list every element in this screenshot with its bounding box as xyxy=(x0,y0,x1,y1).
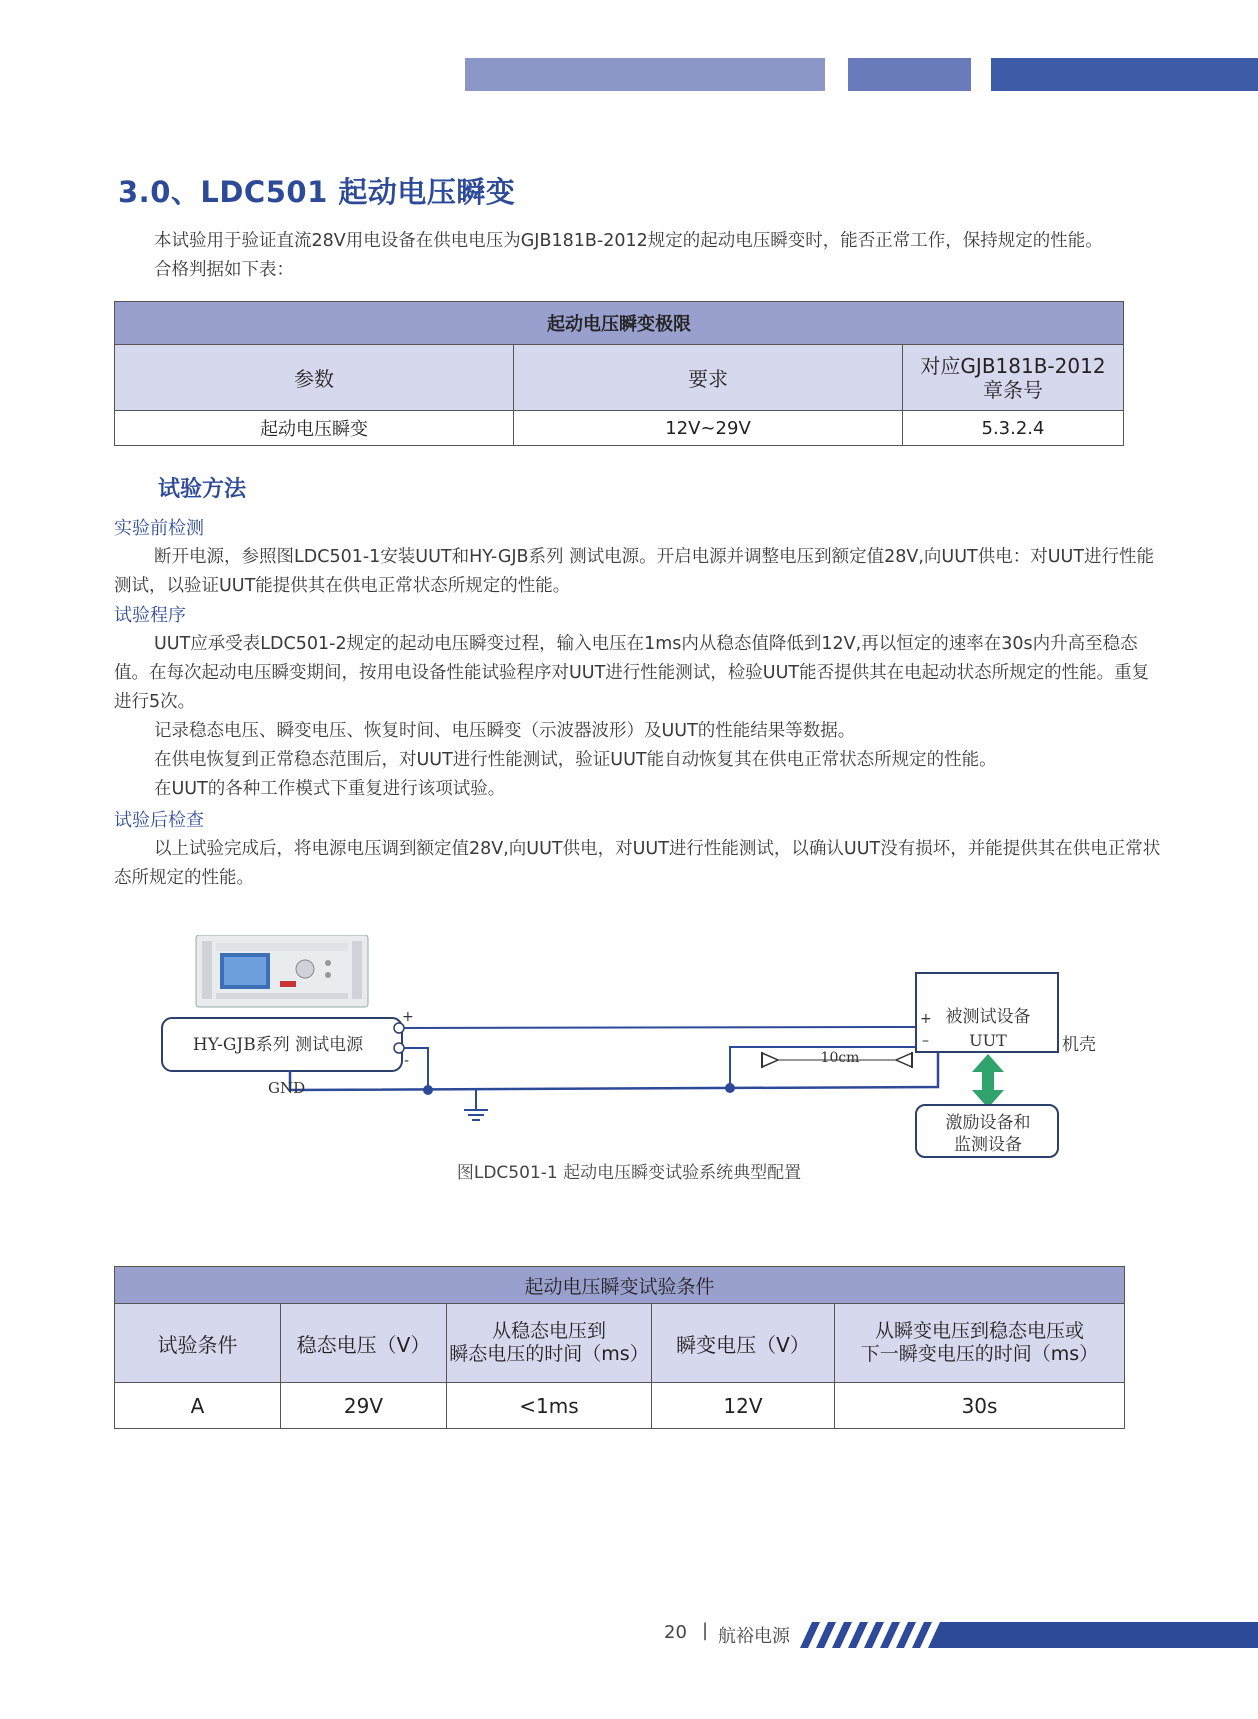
cond-header-transient-voltage: 瞬变电压（V） xyxy=(652,1304,835,1383)
footer-stripes-decoration xyxy=(798,1622,1258,1648)
cond-cell-transient-voltage: 12V xyxy=(652,1383,835,1429)
limits-table-header-row xyxy=(115,345,1124,411)
cond-header-recovery-time xyxy=(835,1304,1125,1383)
cond-header-fall-time xyxy=(447,1304,652,1383)
positive-wire xyxy=(404,1027,916,1028)
power-source-label: HY-GJB系列 测试电源 xyxy=(192,1035,364,1055)
power-supply-device-image xyxy=(196,935,368,1007)
cond-header-fall-time-line2: 瞬态电压的时间（ms） xyxy=(449,1343,649,1365)
page-number: 20 xyxy=(664,1622,687,1643)
cond-header-steady-voltage: 稳态电压（V） xyxy=(281,1304,447,1383)
method-title: 试验方法 xyxy=(158,477,247,502)
section-title: 3.0、LDC501 起动电压瞬变 xyxy=(118,175,516,209)
procedure-text-2: 记录稳态电压、瞬变电压、恢复时间、电压瞬变（示波器波形）及UUT的性能结果等数据。 xyxy=(154,721,856,741)
dimension-arrow-left xyxy=(762,1053,778,1067)
minus-terminal xyxy=(394,1043,404,1053)
pre-check-text: 断开电源，参照图LDC501-1安装UUT和HY-GJB系列 测试电源。开启电源并调整电压到额定值28V,向UUT供电：对UUT进行性能测试，以验证UUT能提供其在供电正常状态所规定的性能。 xyxy=(114,547,1155,596)
cond-header-condition: 试验条件 xyxy=(115,1304,281,1383)
conditions-table-header-row xyxy=(115,1304,1125,1383)
limits-table-title: 起动电压瞬变极限 xyxy=(115,302,1124,345)
minus-sign: - xyxy=(404,1053,410,1069)
limits-cell-requirement: 12V~29V xyxy=(514,411,903,446)
post-check-title: 试验后检查 xyxy=(114,810,204,831)
gnd-label: GND xyxy=(268,1079,306,1097)
cond-cell-steady-voltage: 29V xyxy=(281,1383,447,1429)
intro-line-2: 合格判据如下表： xyxy=(154,260,294,280)
top-bar-segment-3 xyxy=(991,58,1258,91)
procedure-text-1: UUT应承受表LDC501-2规定的起动电压瞬变过程，输入电压在1ms内从稳态值降低到12V,再以恒定的速率在30s内升高至稳态值。在每次起动电压瞬变期间，按用电设备性能试验程序对UUT进行性能测试，检验UUT能否提供其在电起动状态所规定的性能。重复进行5次。 xyxy=(114,634,1150,712)
table-row xyxy=(115,1383,1125,1429)
junction-dot-1 xyxy=(423,1085,433,1095)
conditions-table xyxy=(114,1266,1125,1429)
dimension-arrow-right xyxy=(896,1053,912,1067)
procedure-text-3: 在供电恢复到正常稳态范围后，对UUT进行性能测试，验证UUT能自动恢复其在供电正常状态所规定的性能。 xyxy=(154,750,997,770)
limits-header-param: 参数 xyxy=(115,345,514,411)
cond-cell-fall-time: <1ms xyxy=(447,1383,652,1429)
intro-line-1: 本试验用于验证直流28V用电设备在供电电压为GJB181B-2012规定的起动电压瞬变时，能否正常工作，保持规定的性能。 xyxy=(154,231,1103,251)
limits-header-clause xyxy=(903,345,1124,411)
diagram-caption: 图LDC501-1 起动电压瞬变试验系统典型配置 xyxy=(456,1163,802,1183)
limits-cell-param: 起动电压瞬变 xyxy=(115,411,514,446)
conditions-table-title: 起动电压瞬变试验条件 xyxy=(115,1267,1125,1304)
double-arrow-icon xyxy=(972,1054,1004,1108)
cond-header-fall-time-line1: 从稳态电压到 xyxy=(491,1320,606,1342)
intro-paragraph xyxy=(114,227,1164,285)
test-setup-diagram xyxy=(150,935,1110,1160)
uut-plus-sign: + xyxy=(920,1011,932,1027)
footer-separator: | xyxy=(702,1620,709,1641)
post-check-text: 以上试验完成后，将电源电压调到额定值28V,向UUT供电，对UUT进行性能测试，以确认UUT没有损坏，并能提供其在供电正常状态所规定的性能。 xyxy=(114,839,1161,888)
pre-check-title: 实验前检测 xyxy=(114,518,204,539)
uut-label-1: 被测试设备 xyxy=(945,1007,1031,1027)
distance-label: 10cm xyxy=(820,1050,860,1066)
procedure-text-4: 在UUT的各种工作模式下重复进行该项试验。 xyxy=(154,779,506,799)
limits-header-clause-line2: 章条号 xyxy=(983,377,1043,402)
chassis-label: 机壳 xyxy=(1062,1035,1096,1055)
table-row xyxy=(115,411,1124,446)
cond-header-recovery-time-line1: 从瞬变电压到稳态电压或 xyxy=(874,1320,1084,1342)
top-bar-segment-2 xyxy=(848,58,971,91)
procedure-title: 试验程序 xyxy=(114,605,186,626)
stimulus-label-1: 激励设备和 xyxy=(945,1113,1031,1133)
limits-header-requirement: 要求 xyxy=(514,345,903,411)
limits-cell-clause: 5.3.2.4 xyxy=(903,411,1124,446)
plus-sign: + xyxy=(402,1009,414,1025)
cond-cell-recovery-time: 30s xyxy=(835,1383,1125,1429)
stimulus-label-2: 监测设备 xyxy=(954,1135,1022,1155)
limits-table xyxy=(114,301,1124,446)
footer-brand: 航裕电源 xyxy=(718,1626,790,1647)
cond-cell-condition: A xyxy=(115,1383,281,1429)
limits-header-clause-line1: 对应GJB181B-2012 xyxy=(920,353,1106,378)
uut-label-2: UUT xyxy=(969,1031,1007,1050)
top-bar-segment-1 xyxy=(465,58,825,91)
uut-minus-sign: – xyxy=(922,1033,929,1049)
cond-header-recovery-time-line2: 下一瞬变电压的时间（ms） xyxy=(860,1343,1099,1365)
